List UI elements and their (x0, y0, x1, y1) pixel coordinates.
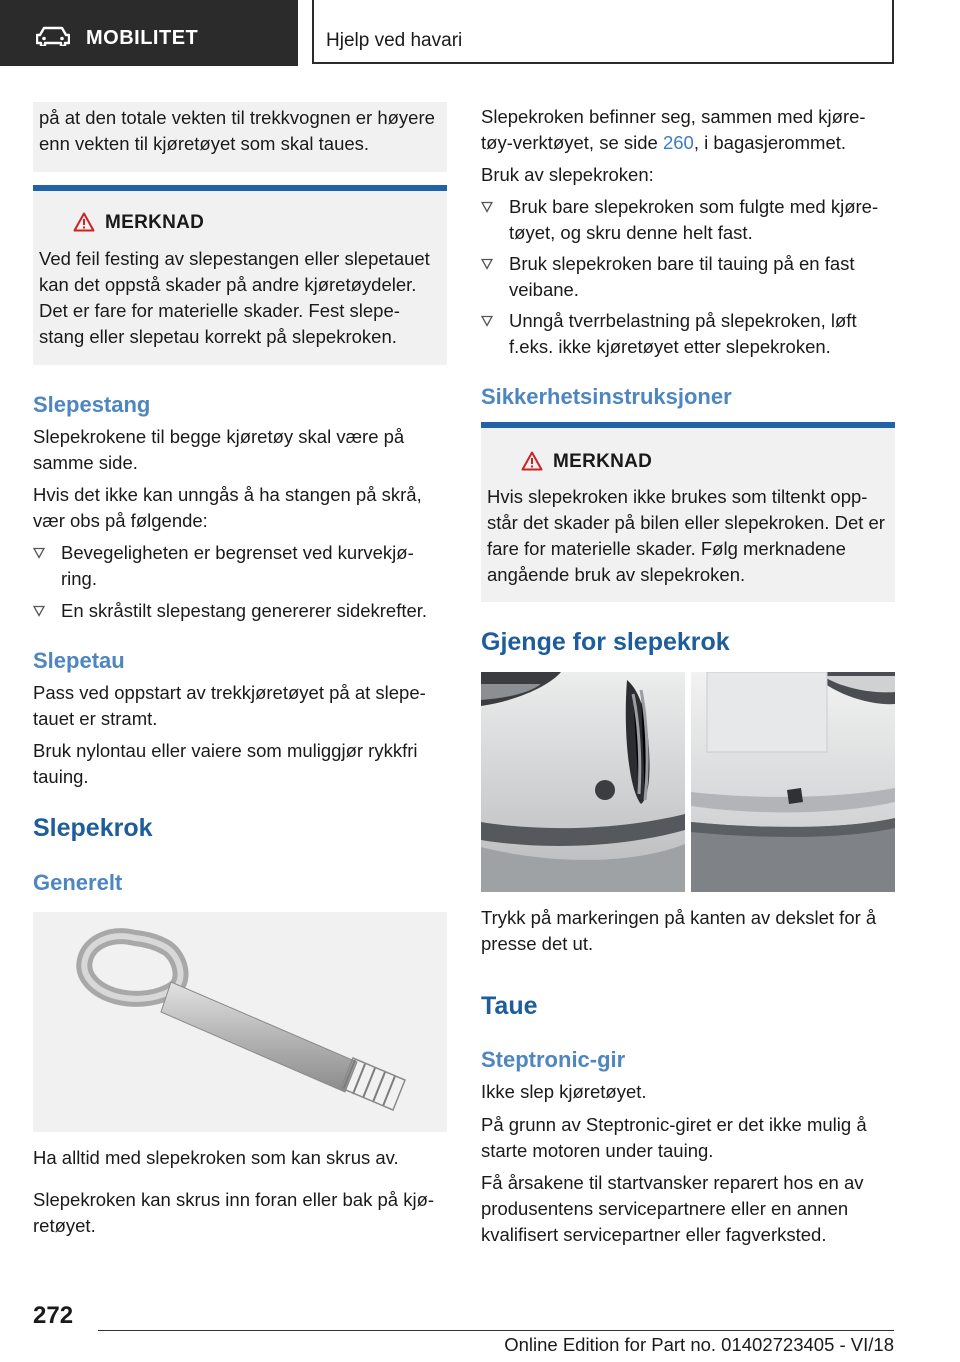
chapter-title: Hjelp ved havari (326, 30, 463, 51)
heading-steptronic: Steptronic-gir (481, 1047, 626, 1072)
usage-intro: Bruk av slepekroken: (481, 164, 654, 185)
heading-slepetau: Slepetau (33, 648, 125, 673)
tow-hook-illustration (33, 912, 447, 1132)
triangle-bullet-icon (33, 547, 45, 559)
page-link[interactable]: 260 (662, 132, 694, 153)
heading-gjenge: Gjenge for slepekrok (481, 628, 730, 656)
triangle-bullet-icon (481, 315, 493, 327)
intro-box (33, 102, 447, 172)
page-number: 272 (33, 1302, 74, 1329)
triangle-bullet-icon (33, 605, 45, 617)
slepekrok-p2: Slepekroken kan skrus inn foran eller bak på kjø-retøyet. (33, 1189, 435, 1236)
heading-slepekrok: Slepekrok (33, 814, 153, 842)
chapter-frame (312, 0, 894, 64)
warning-icon (521, 451, 543, 471)
slepetau-p2: Bruk nylontau eller vaiere som muliggjør rykkfri tauing. (33, 740, 418, 787)
steptronic-p2: På grunn av Steptronic-giret er det ikke mulig å starte motoren under tauing. (481, 1114, 867, 1161)
list-item-text: En skråstilt slepestang genererer sidekrefter. (61, 600, 428, 621)
triangle-bullet-icon (481, 258, 493, 270)
list-item-text: Bruk slepekroken bare til tauing på en fast veibane. (509, 253, 855, 300)
triangle-bullet-icon (481, 201, 493, 213)
section-tab (0, 0, 298, 66)
gjenge-text: Trykk på markeringen på kanten av dekslet for å presse det ut. (481, 907, 877, 954)
note-body: Ved feil festing av slepestangen eller slepetauet kan det oppstå skader på andre kjøretøydeler. Det er fare for materielle skader. Fest slepe-stang eller slepetau korrekt på slepekroken. (39, 248, 430, 347)
location-text (481, 104, 895, 156)
car-icon (36, 26, 70, 46)
slepekrok-p1: Ha alltid med slepekroken som kan skrus av. (33, 1147, 399, 1168)
note-body: Hvis slepekroken ikke brukes som tiltenkt opp-står det skader på bilen eller slepekroken. Det er fare for materielle skader. Følg merknadene angående bruk av slepekroken. (487, 486, 885, 585)
bumper-illustration (481, 672, 895, 892)
steptronic-p1: Ikke slep kjøretøyet. (481, 1081, 647, 1102)
steptronic-p3: Få årsakene til startvansker reparert hos en av produsentens servicepartnere eller en annen kvalifisert servicepartner eller fagverksted. (481, 1172, 864, 1245)
section-title: MOBILITET (86, 27, 199, 49)
heading-slepestang: Slepestang (33, 392, 151, 417)
note-box (33, 185, 447, 365)
location-text-end: , i bagasjerommet. (693, 132, 847, 153)
slepetau-p1: Pass ved oppstart av trekkjøretøyet på at slepe-tauet er stramt. (33, 682, 426, 729)
location-text-start: Slepekroken befinner seg, sammen med kjøre-tøy-verktøyet, se side (481, 106, 866, 153)
heading-generelt: Generelt (33, 870, 123, 895)
footer-divider (98, 1330, 894, 1331)
note-box (481, 422, 895, 602)
warning-icon (73, 212, 95, 232)
slepestang-p2: Hvis det ikke kan unngås å ha stangen på skrå, vær obs på følgende: (33, 484, 422, 531)
note-bar (481, 422, 895, 428)
bumper-photo (481, 672, 895, 892)
intro-text: på at den totale vekten til trekkvognen er høyere enn vekten til kjøretøyet som skal taues. (39, 107, 435, 154)
note-title: MERKNAD (105, 212, 205, 233)
list-item-text: Bevegeligheten er begrenset ved kurvekjø-ring. (61, 542, 414, 589)
list-item-text: Unngå tverrbelastning på slepekroken, løft f.eks. ikke kjøretøyet etter slepekroken. (509, 310, 857, 357)
list-item-text: Bruk bare slepekroken som fulgte med kjøre-tøyet, og skru denne helt fast. (509, 196, 879, 243)
heading-taue: Taue (481, 992, 538, 1020)
note-title: MERKNAD (553, 451, 653, 472)
page-header (0, 0, 960, 66)
heading-safety: Sikkerhetsinstruksjoner (481, 384, 732, 409)
tow-hook-image (33, 912, 447, 1132)
edition-text: Online Edition for Part no. 01402723405 - VI/18 (504, 1334, 894, 1355)
note-bar (33, 185, 447, 191)
slepestang-p1: Slepekrokene til begge kjøretøy skal være på samme side. (33, 426, 405, 473)
